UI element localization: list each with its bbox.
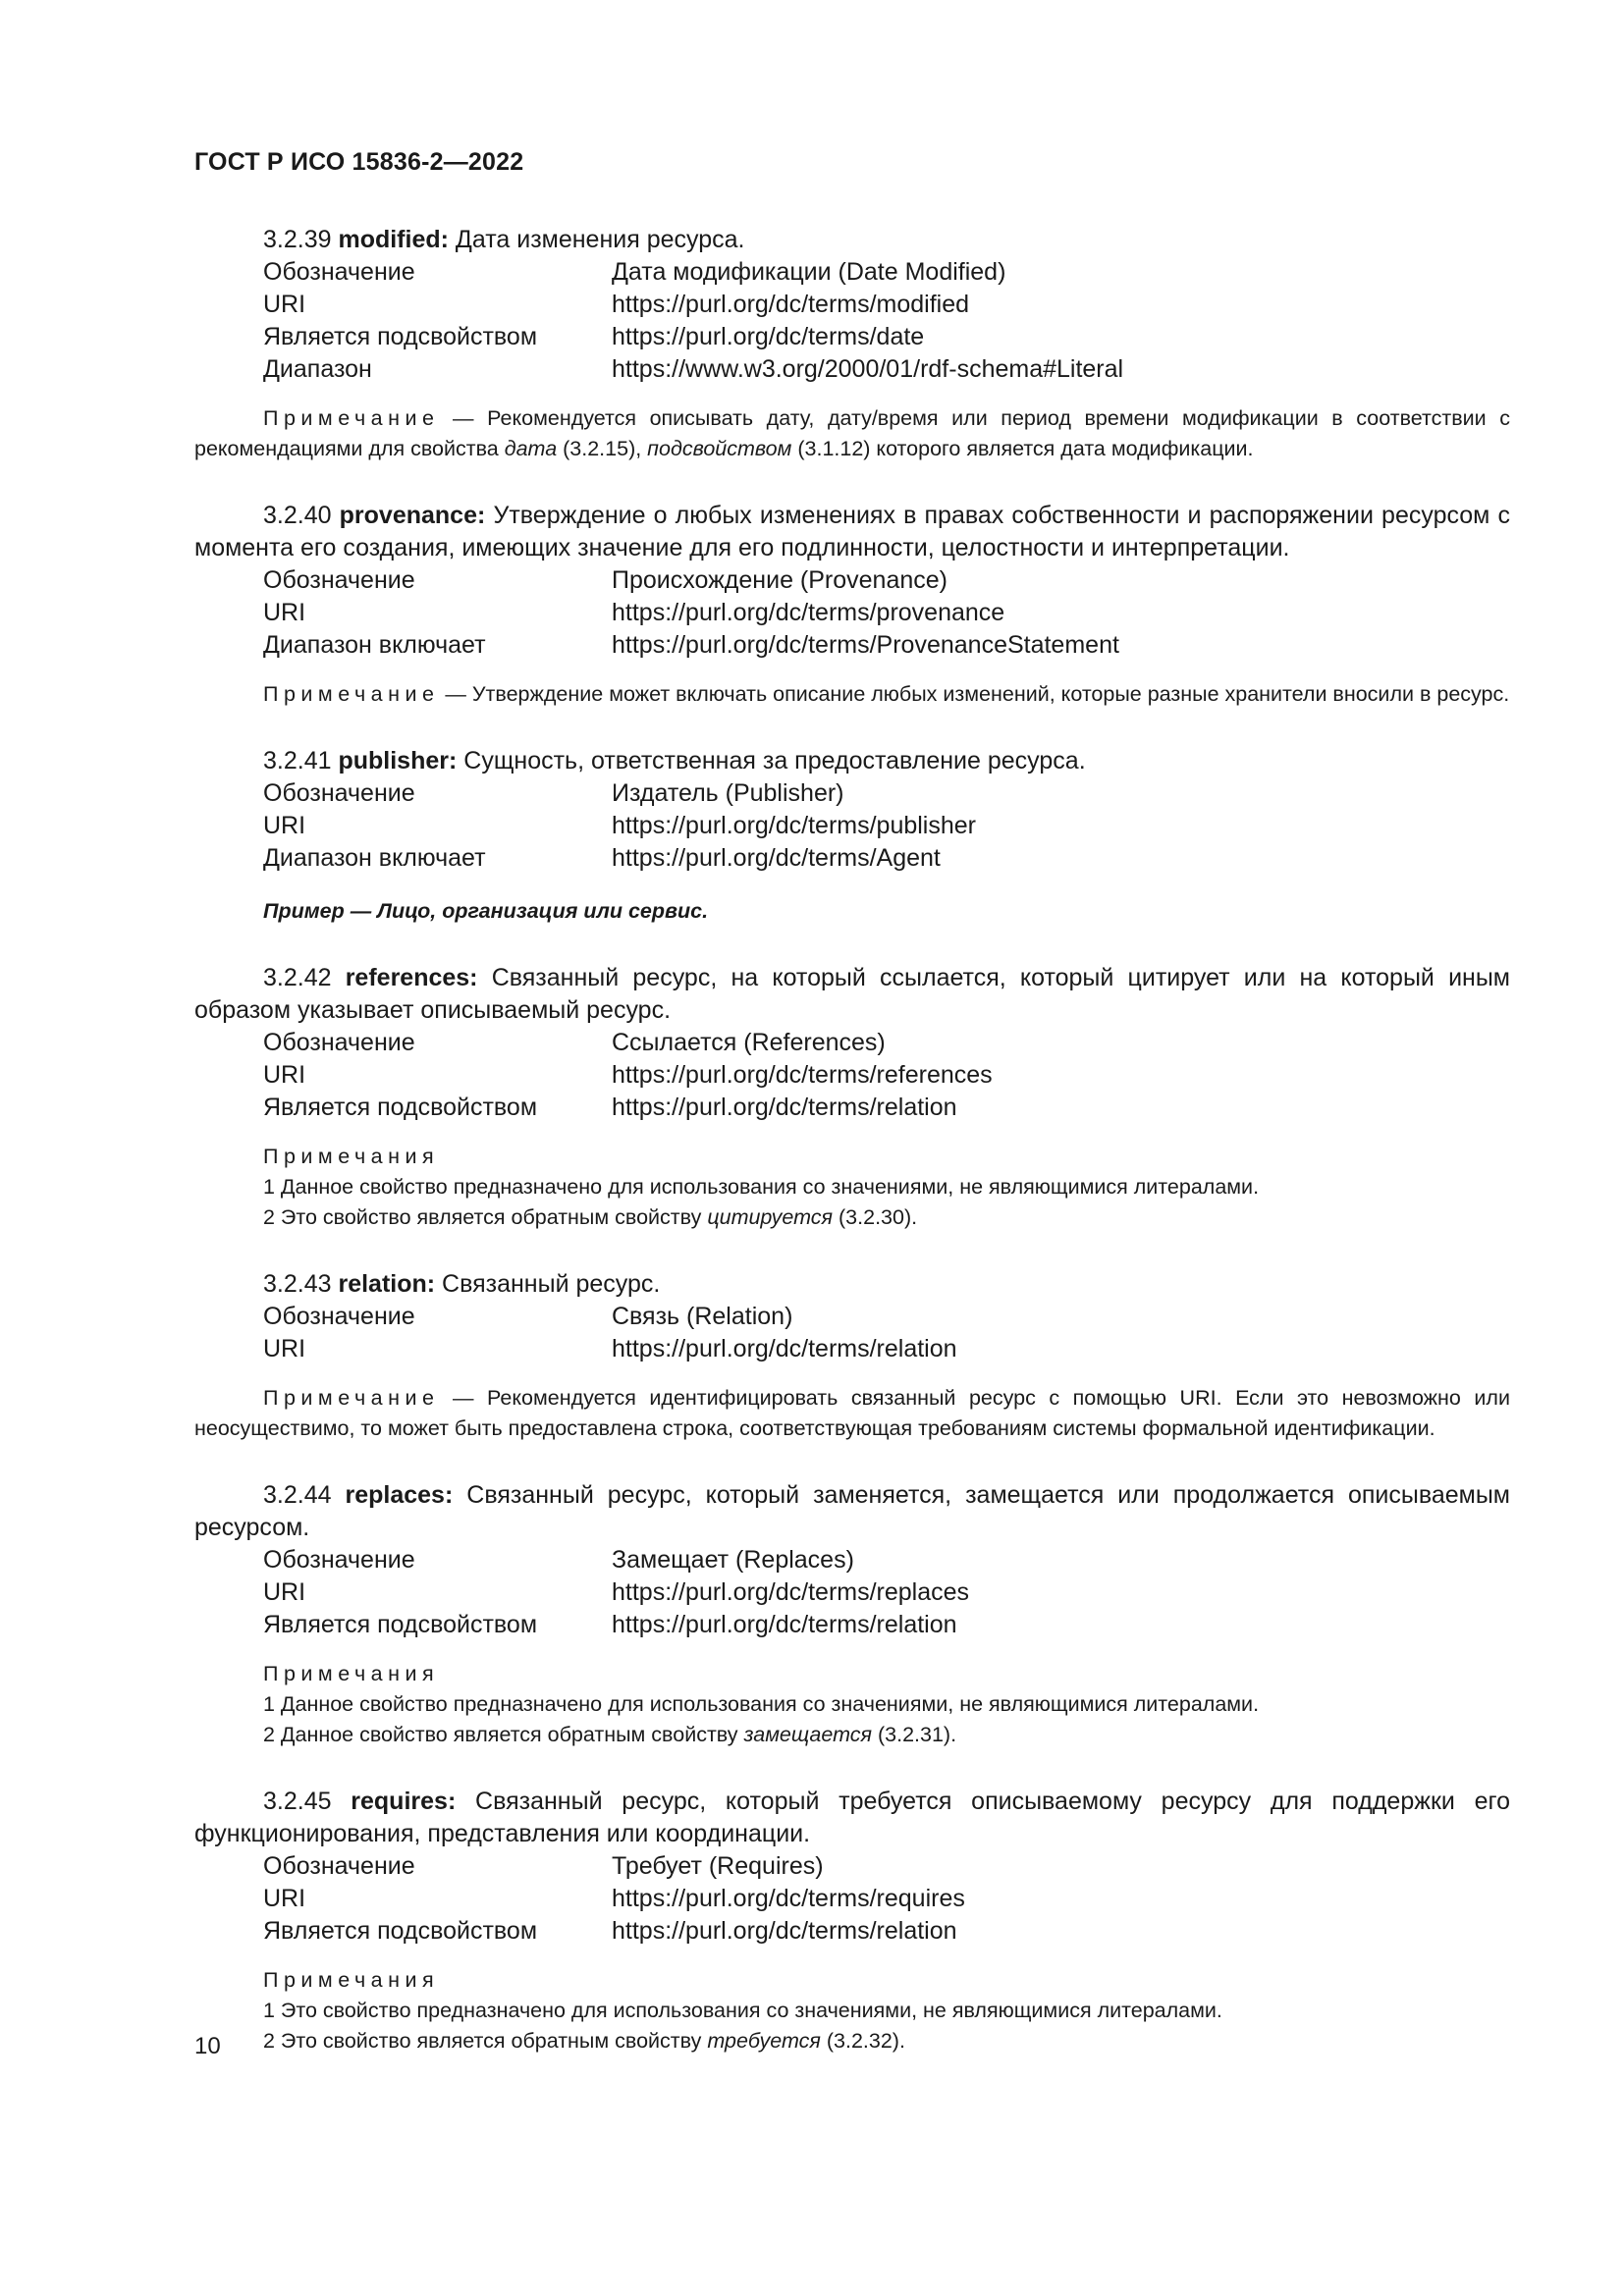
note-text: 2 Это свойство является обратным свойству — [263, 1205, 708, 1229]
term-modified — [194, 224, 1510, 464]
term-name: relation: — [338, 1270, 436, 1298]
property-value: Происхождение (Provenance) — [612, 566, 947, 594]
property-key: Обозначение — [263, 566, 415, 594]
property-row — [263, 564, 1510, 597]
note-item: 1 Данное свойство предназначено для использования со значениями, не являющимися литералами. — [263, 1175, 1260, 1199]
property-value: Дата модификации (Date Modified) — [612, 258, 1006, 286]
term-name: requires: — [351, 1788, 457, 1815]
term-requires — [194, 1786, 1510, 2056]
property-key: Обозначение — [263, 1852, 415, 1880]
notes-lead: Примечания — [263, 1145, 440, 1168]
property-table — [263, 1301, 1510, 1365]
property-row — [263, 842, 1510, 875]
note-lead: Примечание — [263, 1386, 440, 1410]
note-text: (3.2.15), — [557, 437, 648, 460]
term-number: 3.2.44 — [263, 1481, 332, 1509]
term-name: replaces: — [345, 1481, 454, 1509]
note-text: (3.2.31). — [872, 1723, 957, 1746]
property-value: https://purl.org/dc/terms/provenance — [612, 599, 1005, 626]
term-number: 3.2.43 — [263, 1270, 332, 1298]
property-row — [263, 1850, 1510, 1883]
term-notes — [263, 1965, 1510, 2056]
property-table — [263, 1850, 1510, 1948]
property-row — [263, 1609, 1510, 1641]
property-value: https://purl.org/dc/terms/Agent — [612, 844, 941, 872]
page-number: 10 — [194, 2033, 221, 2059]
note-item: 1 Данное свойство предназначено для использования со значениями, не являющимися литералами. — [263, 1692, 1260, 1716]
property-table — [263, 1027, 1510, 1124]
term-notes — [263, 1142, 1510, 1233]
term-provenance — [194, 500, 1510, 710]
property-key: Диапазон — [263, 355, 372, 383]
term-text: Связанный ресурс, который заменяется, замещается или продолжается описываемым ресурсом. — [194, 1481, 1510, 1541]
note-lead: Примечание — [263, 682, 440, 706]
property-key: URI — [263, 1335, 306, 1362]
property-value: https://purl.org/dc/terms/relation — [612, 1917, 957, 1945]
term-text: Связанный ресурс, который требуется описываемому ресурсу для поддержки его функционирования, представления или координации. — [194, 1788, 1510, 1847]
property-value: https://purl.org/dc/terms/relation — [612, 1611, 957, 1638]
term-number: 3.2.45 — [263, 1788, 332, 1815]
note-italic: цитируется — [707, 1205, 834, 1229]
note-italic: подсвойством — [647, 437, 792, 460]
property-row — [263, 1092, 1510, 1124]
property-value: https://purl.org/dc/terms/publisher — [612, 812, 976, 839]
term-relation — [194, 1268, 1510, 1444]
term-notes — [263, 1659, 1510, 1750]
term-name: publisher: — [338, 747, 458, 774]
property-table — [263, 256, 1510, 386]
property-row — [263, 629, 1510, 662]
term-number: 3.2.41 — [263, 747, 332, 774]
property-key: Обозначение — [263, 258, 415, 286]
page-header: ГОСТ Р ИСО 15836-2—2022 — [194, 148, 524, 176]
term-definition — [194, 500, 1510, 564]
term-number: 3.2.40 — [263, 502, 332, 529]
term-text: Утверждение о любых изменениях в правах собственности и распоряжении ресурсом с момента его создания, имеющих значение для его подлинности, целостности и интерпретации. — [194, 502, 1510, 561]
term-note — [194, 1383, 1510, 1444]
term-number: 3.2.42 — [263, 964, 332, 991]
property-value: Издатель (Publisher) — [612, 779, 844, 807]
term-definition — [194, 1786, 1510, 1850]
term-name: modified: — [338, 226, 449, 253]
term-text: Сущность, ответственная за предоставление ресурса. — [463, 747, 1086, 774]
property-value: Ссылается (References) — [612, 1029, 886, 1056]
property-row — [263, 597, 1510, 629]
property-key: URI — [263, 1578, 306, 1606]
property-key: Является подсвойством — [263, 1917, 538, 1945]
notes-lead: Примечания — [263, 1968, 440, 1992]
property-table — [263, 777, 1510, 875]
notes-lead: Примечания — [263, 1662, 440, 1685]
term-text: Связанный ресурс, на который ссылается, который цитирует или на который иным образом указывает описываемый ресурс. — [194, 964, 1510, 1024]
property-key: Является подсвойством — [263, 323, 538, 350]
property-value: Требует (Requires) — [612, 1852, 824, 1880]
note-text: 2 Данное свойство является обратным свойству — [263, 1723, 744, 1746]
term-definition — [194, 224, 1510, 256]
property-row — [263, 353, 1510, 386]
term-note — [194, 403, 1510, 464]
property-value: https://purl.org/dc/terms/replaces — [612, 1578, 970, 1606]
note-lead: Примечание — [263, 406, 440, 430]
note-item: 1 Это свойство предназначено для использования со значениями, не являющимися литералами. — [263, 1999, 1222, 2022]
property-value: Замещает (Replaces) — [612, 1546, 854, 1574]
property-row — [263, 1059, 1510, 1092]
term-text: Дата изменения ресурса. — [455, 226, 745, 253]
term-example: Пример — Лицо, организация или сервис. — [263, 899, 709, 923]
term-references — [194, 962, 1510, 1233]
property-value: Связь (Relation) — [612, 1303, 793, 1330]
property-table — [263, 1544, 1510, 1641]
note-item — [263, 1202, 1510, 1233]
property-row — [263, 1576, 1510, 1609]
term-definition — [194, 1479, 1510, 1544]
term-replaces — [194, 1479, 1510, 1750]
note-text: (3.1.12) которого является дата модификации. — [791, 437, 1254, 460]
property-key: Диапазон включает — [263, 844, 486, 872]
property-key: Обозначение — [263, 1546, 415, 1574]
property-key: Является подсвойством — [263, 1611, 538, 1638]
property-value: https://purl.org/dc/terms/date — [612, 323, 925, 350]
property-key: URI — [263, 291, 306, 318]
property-key: Обозначение — [263, 1029, 415, 1056]
note-text: (3.2.32). — [820, 2029, 905, 2053]
note-italic: дата — [504, 437, 558, 460]
term-definition — [194, 962, 1510, 1027]
property-value: https://purl.org/dc/terms/references — [612, 1061, 993, 1089]
note-italic: требуется — [707, 2029, 821, 2053]
note-text: 2 Это свойство является обратным свойству — [263, 2029, 708, 2053]
term-text: Связанный ресурс. — [442, 1270, 661, 1298]
note-text: — Утверждение может включать описание любых изменений, которые разные хранители вносили в ресурс. — [439, 682, 1510, 706]
property-value: https://purl.org/dc/terms/relation — [612, 1094, 957, 1121]
property-row — [263, 1544, 1510, 1576]
property-row — [263, 1027, 1510, 1059]
property-value: https://www.w3.org/2000/01/rdf-schema#Literal — [612, 355, 1124, 383]
property-value: https://purl.org/dc/terms/modified — [612, 291, 970, 318]
term-definition — [194, 1268, 1510, 1301]
property-value: https://purl.org/dc/terms/ProvenanceStatement — [612, 631, 1119, 659]
term-name: provenance: — [339, 502, 486, 529]
property-row — [263, 256, 1510, 289]
property-value: https://purl.org/dc/terms/requires — [612, 1885, 965, 1912]
term-definition — [194, 745, 1510, 777]
property-row — [263, 810, 1510, 842]
property-row — [263, 1301, 1510, 1333]
property-key: Обозначение — [263, 779, 415, 807]
property-value: https://purl.org/dc/terms/relation — [612, 1335, 957, 1362]
property-key: URI — [263, 812, 306, 839]
note-text: (3.2.30). — [833, 1205, 918, 1229]
property-key: Является подсвойством — [263, 1094, 538, 1121]
note-text: — Рекомендуется идентифицировать связанный ресурс с помощью URI. Если это невозможно или неосуществимо, то может быть предоставлена строка, соответствующая требованиям системы формальной идентификации. — [194, 1386, 1510, 1440]
term-number: 3.2.39 — [263, 226, 332, 253]
property-table — [263, 564, 1510, 662]
property-row — [263, 289, 1510, 321]
property-key: Диапазон включает — [263, 631, 486, 659]
term-name: references: — [345, 964, 478, 991]
note-item — [263, 2026, 1510, 2056]
property-key: Обозначение — [263, 1303, 415, 1330]
property-key: URI — [263, 599, 306, 626]
note-italic: замещается — [743, 1723, 873, 1746]
property-row — [263, 1333, 1510, 1365]
property-key: URI — [263, 1061, 306, 1089]
property-row — [263, 1915, 1510, 1948]
note-text: — Рекомендуется описывать дату, дату/время или период времени модификации в соответствии с рекомендациями для свойства — [194, 406, 1510, 460]
document-body — [194, 224, 1510, 2070]
note-item — [263, 1720, 1510, 1750]
term-note — [194, 679, 1510, 710]
term-publisher — [194, 745, 1510, 927]
property-row — [263, 777, 1510, 810]
property-row — [263, 321, 1510, 353]
property-key: URI — [263, 1885, 306, 1912]
property-row — [263, 1883, 1510, 1915]
